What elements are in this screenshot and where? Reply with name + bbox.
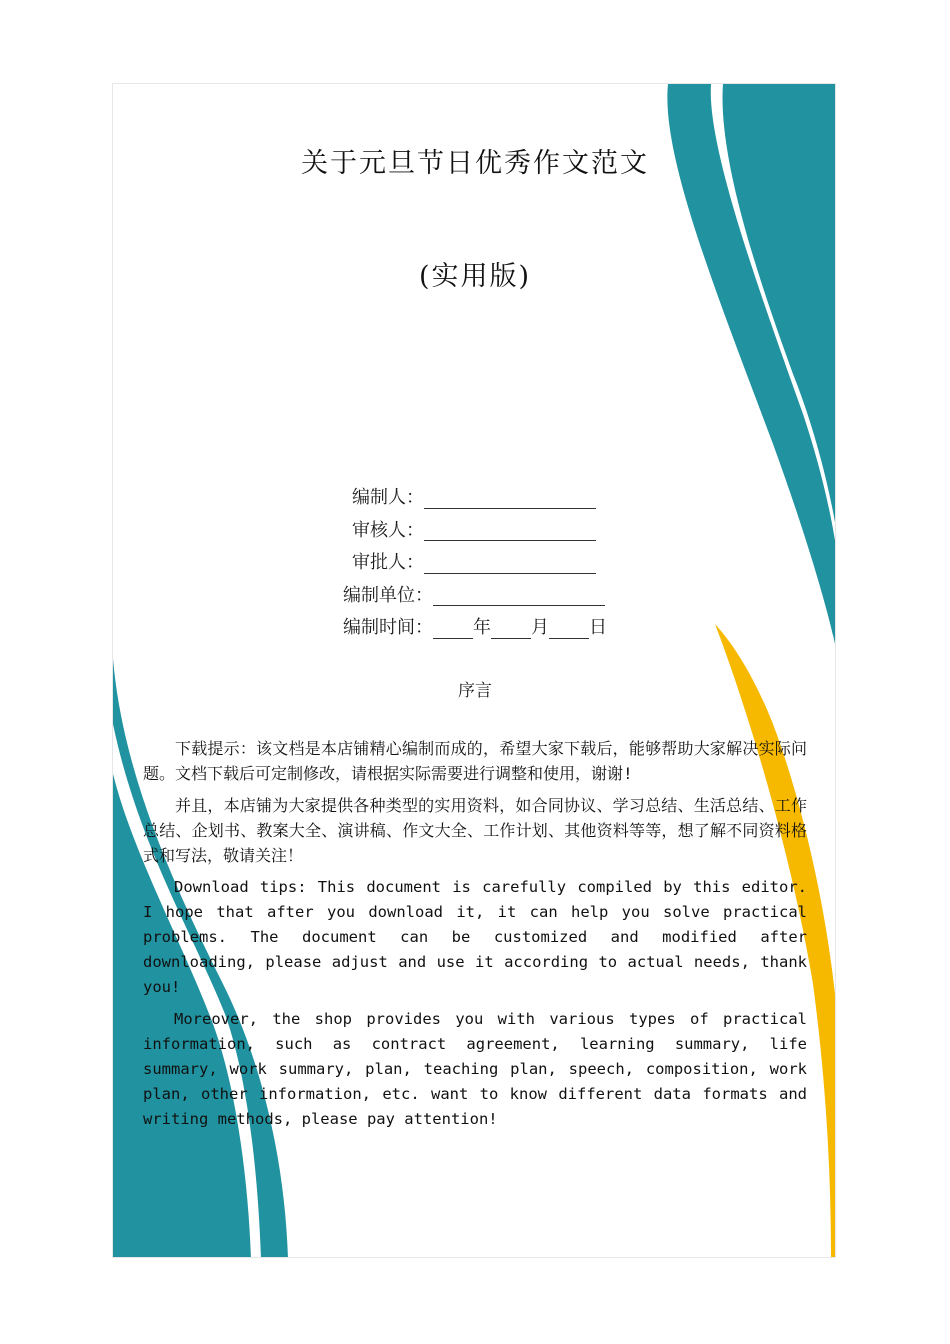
editor-label: 编制人： [352,487,424,508]
reviewer-label: 审核人： [352,519,424,541]
document-title: 关于元旦节日优秀作文范文 [301,148,649,179]
editor-blank[interactable] [424,488,596,509]
approver-label: 审批人： [352,552,424,573]
day-label: 日 [589,617,607,638]
year-blank[interactable] [433,618,473,639]
form-row-unit [313,580,607,613]
approver-blank[interactable] [424,553,596,574]
preface-paragraph-download-tip-cn: 下载提示：该文档是本店铺精心编制而成的，希望大家下载后，能够帮助大家解决实际问题。文档下载后可定制修改，请根据实际需要进行调整和使用，谢谢! [143,739,807,783]
form-row-editor [313,482,607,515]
month-label: 月 [531,617,549,638]
preface-heading: 序言 [458,681,492,701]
document-subtitle: (实用版) [418,261,532,292]
signature-form [313,482,607,645]
reviewer-blank[interactable] [424,520,596,541]
preface-paragraph-resources-cn: 并且，本店铺为大家提供各种类型的实用资料，如合同协议、学习总结、生活总结、工作总结、企划书、教案大全、演讲稿、作文大全、工作计划、其他资料等等，想了解不同资料格式和写法，敬请关注！ [143,796,807,865]
preface-body [143,736,807,1139]
unit-label: 编制单位： [343,584,433,606]
document-page [112,83,836,1258]
form-row-approver [313,547,607,580]
preface-paragraph-download-tip-en: Download tips: This document is carefully compiled by this editor. I hope that after you download it, it can help you solve practical problems. The document can be customized and modified after downloading, please adjust and use it according to actual needs, thank you! [143,878,807,996]
day-blank[interactable] [549,618,589,639]
form-row-reviewer [313,515,607,548]
preface-paragraph-resources-en: Moreover, the shop provides you with various types of practical information, such as contract agreement, learning summary, life summary, work summary, plan, teaching plan, speech, composition, work plan, other information, etc. want to know different data formats and writing methods, please pay attention! [143,1010,807,1128]
year-label: 年 [473,617,491,638]
form-row-time [313,612,607,645]
unit-blank[interactable] [433,585,605,606]
month-blank[interactable] [491,618,531,639]
time-label: 编制时间： [343,617,433,638]
